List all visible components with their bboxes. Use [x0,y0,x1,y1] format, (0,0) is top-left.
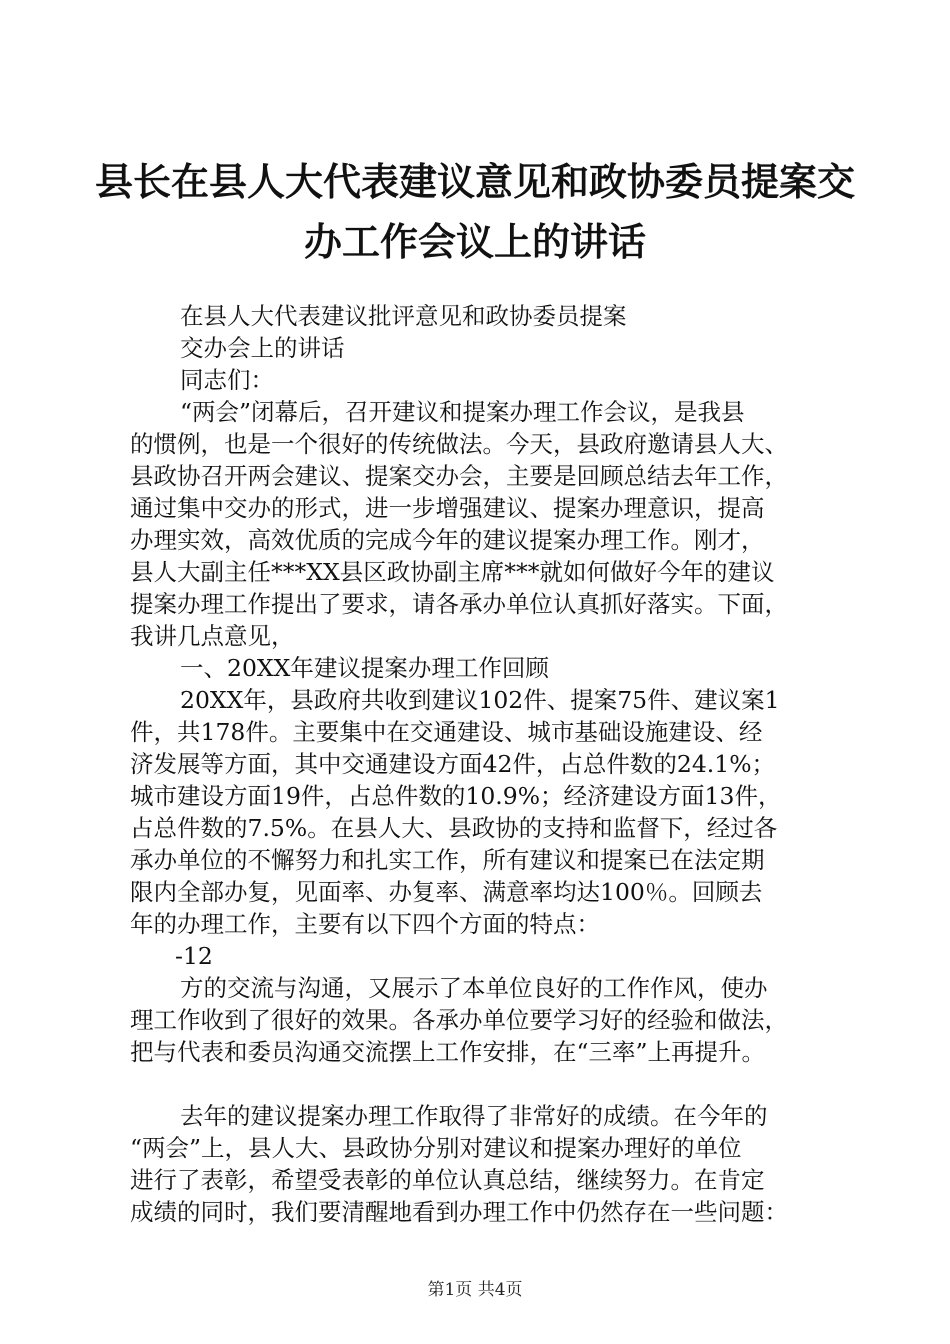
body-line: 年的办理工作，主要有以下四个方面的特点： [130,910,600,938]
body-line: 限内全部办复，见面率、办复率、满意率均达100％。回顾去 [130,878,763,906]
blank-line [130,1068,855,1100]
body-line: 件，共178件。主要集中在交通建设、城市基础设施建设、经 [130,718,763,746]
body-line: 县人大副主任***XX县区政协副主席***就如何做好今年的建议 [130,558,775,586]
body-line: “两会”上，县人大、县政协分别对建议和提案办理好的单位 [130,1134,742,1162]
body-line: 同志们： [180,366,274,394]
body-line: 把与代表和委员沟通交流摆上工作安排，在“三率”上再提升。 [130,1038,766,1066]
body-line: 济发展等方面，其中交通建设方面42件，占总件数的24.1%； [130,750,776,778]
body-line: 的惯例，也是一个很好的传统做法。今天，县政府邀请县人大、 [130,430,788,458]
page-footer: 第1页 共4页 [427,1280,523,1300]
section-heading: 一、20XX年建议提案办理工作回顾 [180,654,549,682]
body-line: “两会”闭幕后，召开建议和提案办理工作会议，是我县 [180,398,745,426]
body-line: 方的交流与沟通，又展示了本单位良好的工作作风，使办 [180,974,768,1002]
title-line-1: 县长在县人大代表建议意见和政协委员提案交 [94,160,855,204]
body-line: 20XX年，县政府共收到建议102件、提案75件、建议案1 [180,686,780,714]
body-line: 成绩的同时，我们要清醒地看到办理工作中仍然存在一些问题： [130,1198,788,1226]
body-line: 去年的建议提案办理工作取得了非常好的成绩。在今年的 [180,1102,768,1130]
body-line: 城市建设方面19件，占总件数的10.9%；经济建设方面13件， [130,782,782,810]
body-line: 交办会上的讲话 [180,334,345,362]
body-line: 进行了表彰，希望受表彰的单位认真总结，继续努力。在肯定 [130,1166,765,1194]
body-line: 县政协召开两会建议、提案交办会，主要是回顾总结去年工作， [130,462,788,490]
body-line: 占总件数的7.5%。在县人大、县政协的支持和监督下，经过各 [130,814,778,842]
document-body [130,300,855,1228]
title-line-2: 办工作会议上的讲话 [303,220,646,264]
page-marker: -12 [175,942,213,970]
body-line: 通过集中交办的形式，进一步增强建议、提案办理意识，提高 [130,494,765,522]
body-line: 承办单位的不懈努力和扎实工作，所有建议和提案已在法定期 [130,846,765,874]
body-line: 提案办理工作提出了要求，请各承办单位认真抓好落实。下面， [130,590,788,618]
body-line: 在县人大代表建议批评意见和政协委员提案 [180,302,627,330]
body-line: 我讲几点意见， [130,622,295,650]
body-line: 理工作收到了很好的效果。各承办单位要学习好的经验和做法， [130,1006,788,1034]
body-line: 办理实效，高效优质的完成今年的建议提案办理工作。刚才， [130,526,765,554]
